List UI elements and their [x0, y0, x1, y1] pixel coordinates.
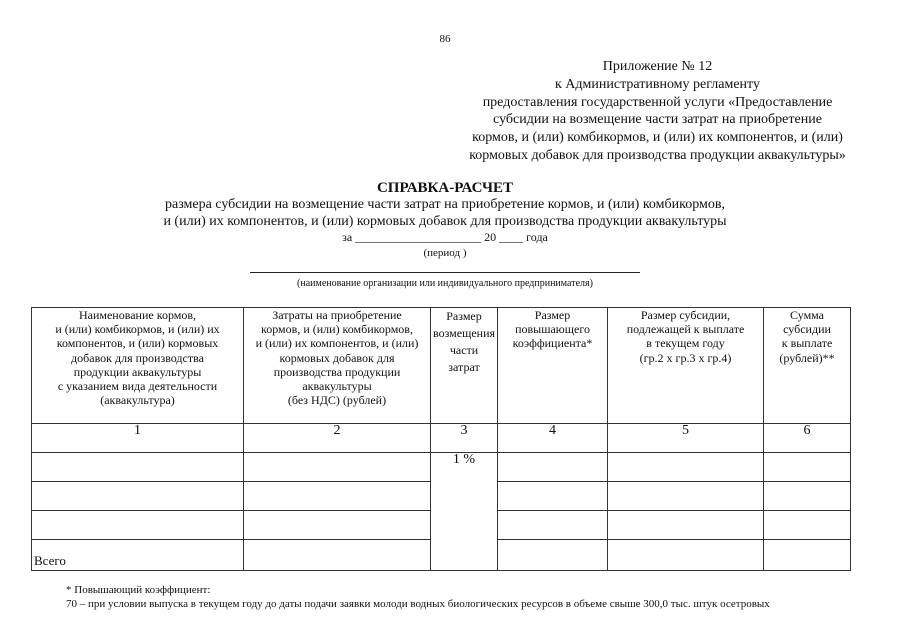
table-cell [32, 482, 244, 511]
footnote-heading: * Повышающий коэффициент: [66, 584, 211, 596]
table-cell [244, 540, 431, 571]
rate-cell: 1 % [431, 453, 498, 571]
table-cell [764, 511, 851, 540]
header-cell: Размер возмещения части затрат [431, 308, 498, 424]
column-number: 5 [608, 424, 764, 453]
appendix-line: кормов, и (или) комбикормов, и (или) их компонентов, и (или) [472, 130, 843, 146]
table-cell [498, 540, 608, 571]
table-cell [498, 453, 608, 482]
table-cell [608, 511, 764, 540]
column-number: 2 [244, 424, 431, 453]
period-line: за _____________________ 20 ____ года [342, 230, 548, 244]
table-cell [608, 540, 764, 571]
total-label: Всего [32, 540, 244, 571]
column-number: 6 [764, 424, 851, 453]
appendix-line: к Административному регламенту [555, 76, 760, 92]
period-label: (период ) [423, 247, 467, 259]
table-cell [244, 482, 431, 511]
table-cell [498, 511, 608, 540]
page-number: 86 [439, 33, 451, 45]
appendix-line: Приложение № 12 [602, 59, 713, 74]
table-header-row [32, 308, 851, 424]
table-cell [32, 511, 244, 540]
appendix-block [455, 58, 860, 165]
appendix-line: кормовых добавок для производства продукции аквакультуры» [469, 147, 846, 163]
appendix-line: предоставления государственной услуги «Предоставление [482, 94, 833, 110]
footnote-text: 70 – при условии выпуска в текущем году до даты подачи заявки молоди водных биологических ресурсов в объеме свыше 300,0 тыс. штук осетровых [66, 598, 770, 610]
column-number-row [32, 424, 851, 453]
column-number: 1 [32, 424, 244, 453]
table-cell [608, 453, 764, 482]
table-cell [244, 453, 431, 482]
appendix-line: субсидии на возмещение части затрат на приобретение [493, 112, 822, 128]
table-cell [498, 482, 608, 511]
table-cell [764, 453, 851, 482]
header-cell: Наименование кормов, и (или) комбикормов, и (или) их компонентов, и (или) кормовых добавок для производства продукции аквакультуры с указанием вида деятельности (аквакультура) [32, 308, 244, 424]
header-cell: Размер субсидии, подлежащей к выплате в текущем году (гр.2 х гр.3 х гр.4) [608, 308, 764, 424]
organization-label: (наименование организации или индивидуального предпринимателя) [297, 278, 593, 289]
table-cell [32, 453, 244, 482]
table-cell [764, 540, 851, 571]
document-title: СПРАВКА-РАСЧЕТ [376, 180, 514, 196]
subtitle-line: размера субсидии на возмещение части затрат на приобретение кормов, и (или) комбикормов, [165, 197, 725, 212]
header-cell: Размер повышающего коэффициента* [498, 308, 608, 424]
table-cell [244, 511, 431, 540]
calculation-table [31, 307, 851, 571]
subtitle-line: и (или) их компонентов, и (или) кормовых добавок для производства продукции аквакультуры [163, 214, 727, 229]
column-number: 3 [431, 424, 498, 453]
table-cell [764, 482, 851, 511]
organization-name-line [250, 272, 640, 273]
table-row [32, 453, 851, 482]
column-number: 4 [498, 424, 608, 453]
header-cell: Сумма субсидии к выплате (рублей)** [764, 308, 851, 424]
table-cell [608, 482, 764, 511]
document-subtitle [0, 196, 890, 230]
header-cell: Затраты на приобретение кормов, и (или) комбикормов, и (или) их компонентов, и (или) кормовых добавок для производства продукции аквакультуры (без НДС) (рублей) [244, 308, 431, 424]
